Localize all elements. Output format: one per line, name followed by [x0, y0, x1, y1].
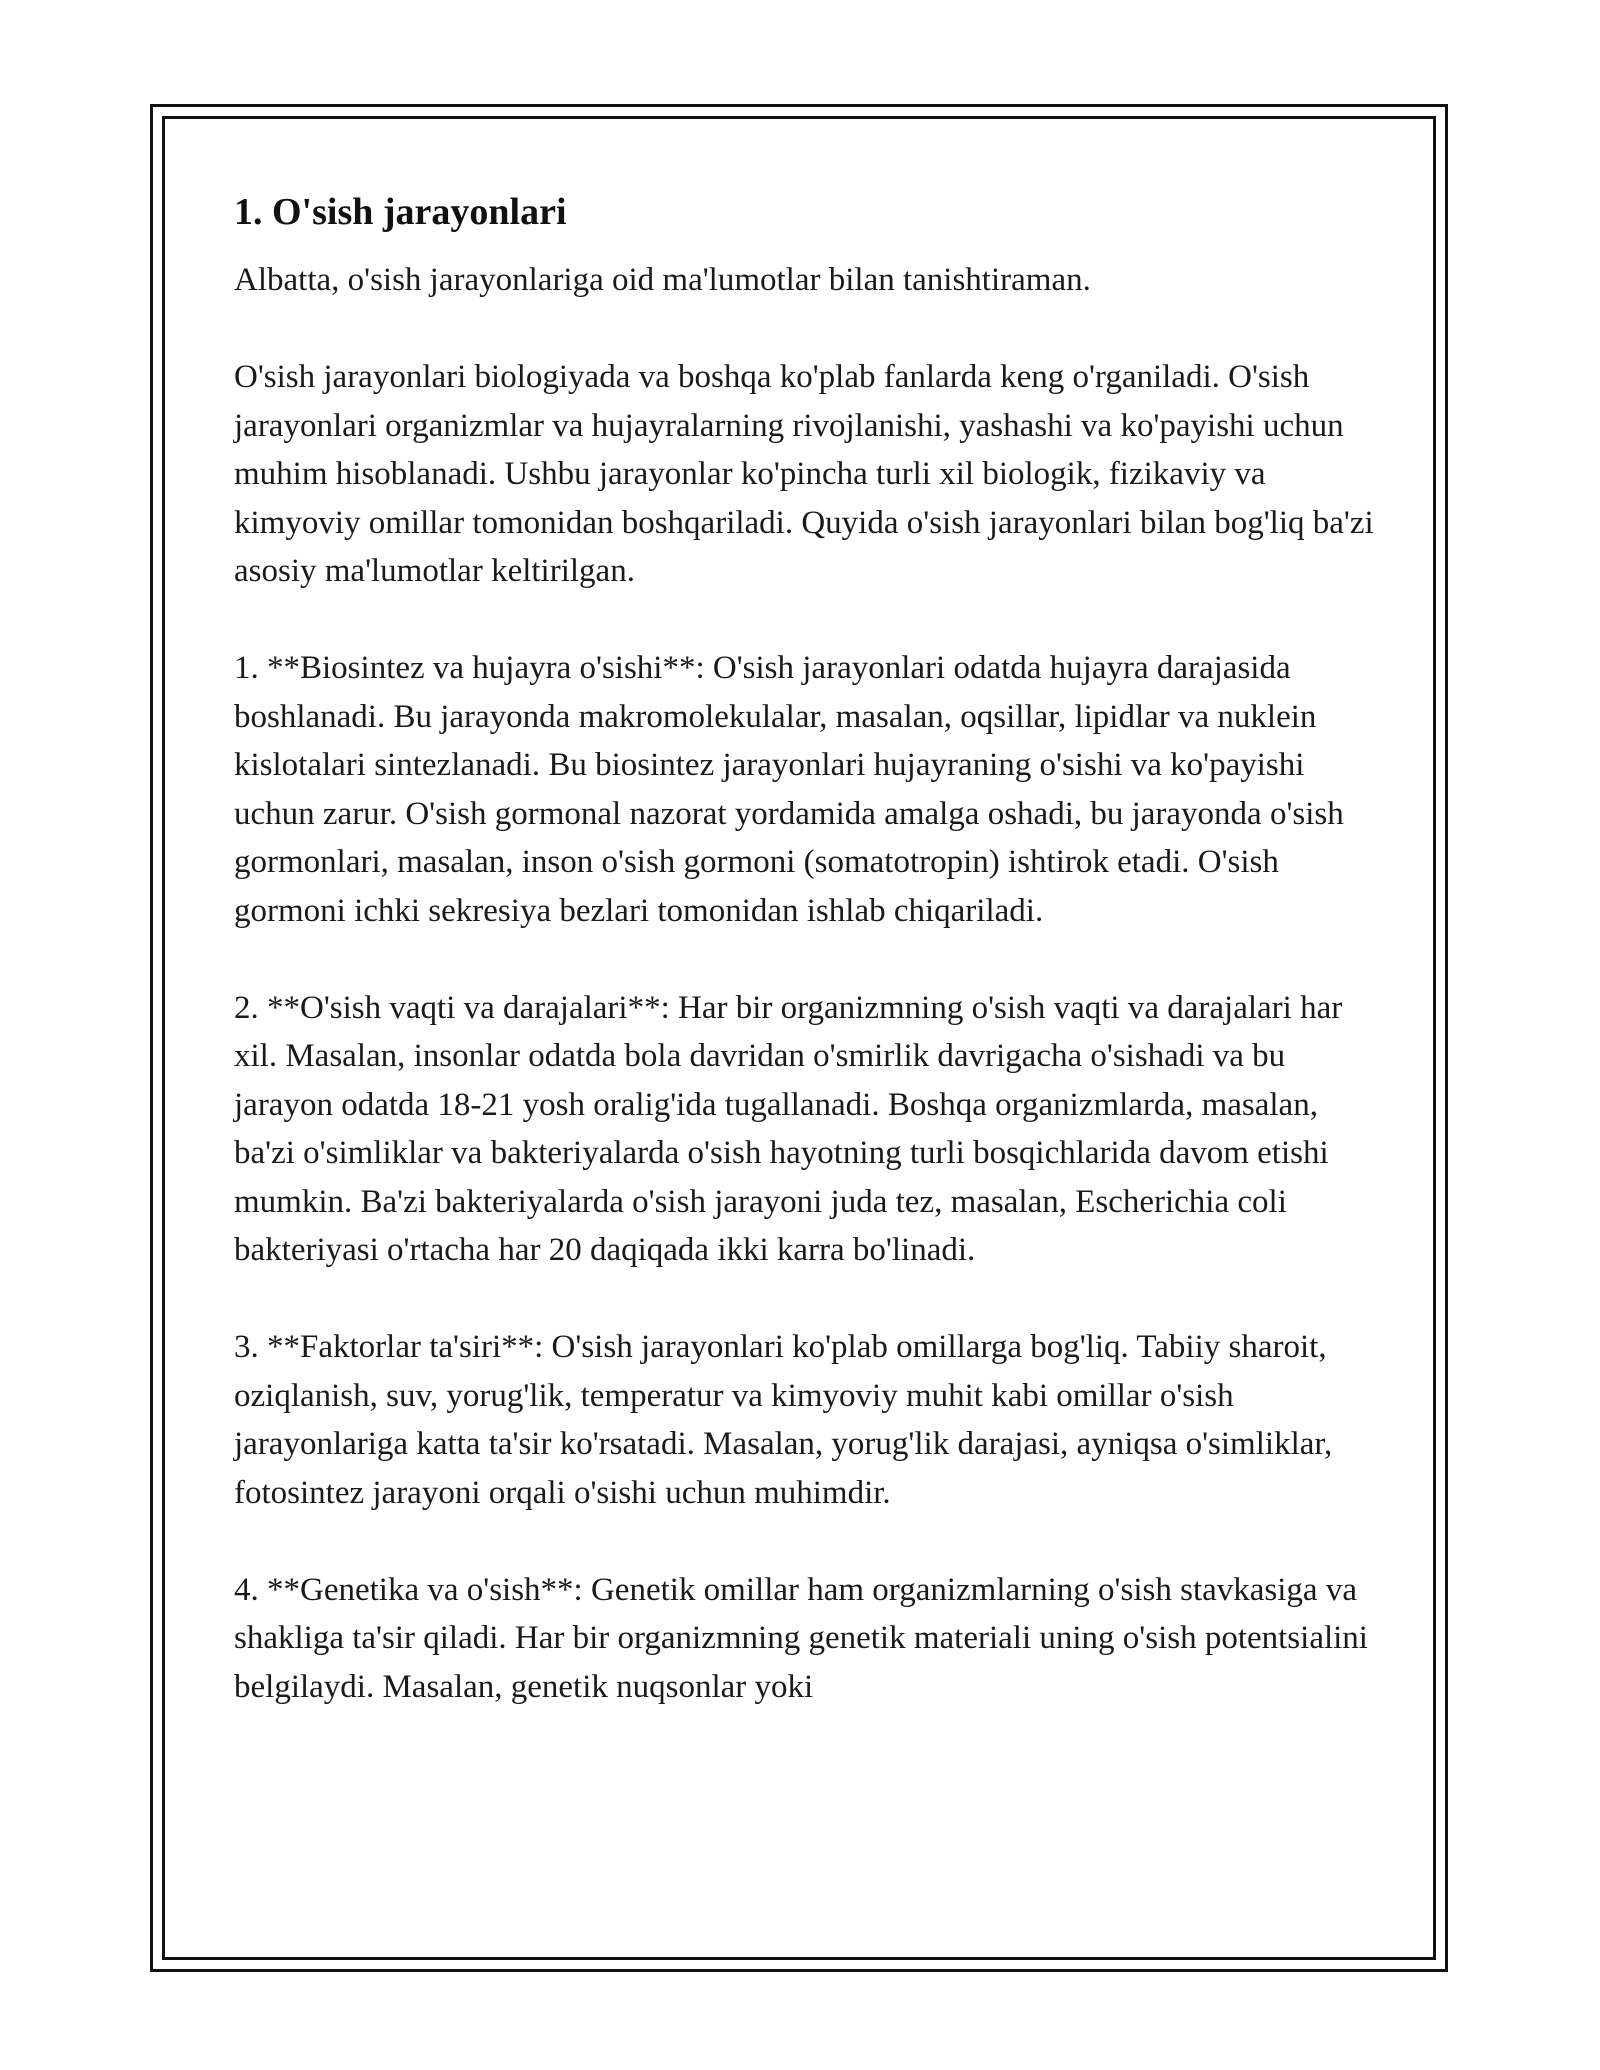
intro-paragraph: Albatta, o'sish jarayonlariga oid ma'lumotlar bilan tanishtiraman. [234, 262, 1091, 298]
list-item-growth-time: 2. **O'sish vaqti va darajalari**: Har bir organizmning o'sish vaqti va darajalari har xil. Masalan, insonlar odatda bola davridan o'smirlik davrigacha o'sishadi va bu jarayon odatda 18-21 yosh oralig'ida tugallanadi. Boshqa organizmlarda, masalan, ba'zi o'simliklar va bakteriyalarda o'sish hayotning turli bosqichlarida davom etishi mumkin. Ba'zi bakteriyalarda o'sish jarayoni juda tez, masalan, Escherichia coli bakteriyasi o'rtacha har 20 daqiqada ikki karra bo'linadi. [234, 989, 1343, 1268]
overview-paragraph: O'sish jarayonlari biologiyada va boshqa ko'plab fanlarda keng o'rganiladi. O'sish jarayonlari organizmlar va hujayralarning rivojlanishi, yashashi va ko'payishi uchun muhim hisoblanadi. Ushbu jarayonlar ko'pincha turli xil biologik, fizikaviy va kimyoviy omillar tomonidan boshqariladi. Quyida o'sish jarayonlari bilan bog'liq ba'zi asosiy ma'lumotlar keltirilgan. [234, 359, 1374, 589]
section-heading: 1. O'sish jarayonlari [234, 191, 567, 233]
list-item-biosynthesis: 1. **Biosintez va hujayra o'sishi**: O'sish jarayonlari odatda hujayra darajasida boshlanadi. Bu jarayonda makromolekulalar, masalan, oqsillar, lipidlar va nuklein kislotalari sintezlanadi. Bu biosintez jarayonlari hujayraning o'sishi va ko'payishi uchun zarur. O'sish gormonal nazorat yordamida amalga oshadi, bu jarayonda o'sish gormonlari, masalan, inson o'sish gormoni (somatotropin) ishtirok etadi. O'sish gormoni ichki sekresiya bezlari tomonidan ishlab chiqariladi. [234, 650, 1344, 929]
list-item-factors: 3. **Faktorlar ta'siri**: O'sish jarayonlari ko'plab omillarga bog'liq. Tabiiy sharoit, oziqlanish, suv, yorug'lik, temperatur va kimyoviy muhit kabi omillar o'sish jarayonlariga katta ta'sir ko'rsatadi. Masalan, yorug'lik darajasi, ayniqsa o'simliklar, fotosintez jarayoni orqali o'sishi uchun muhimdir. [234, 1329, 1333, 1511]
list-item-genetics: 4. **Genetika va o'sish**: Genetik omillar ham organizmlarning o'sish stavkasiga va shakliga ta'sir qiladi. Har bir organizmning genetik materiali uning o'sish potentsialini belgilaydi. Masalan, genetik nuqsonlar yoki [234, 1571, 1368, 1705]
document-body [234, 188, 1374, 1760]
